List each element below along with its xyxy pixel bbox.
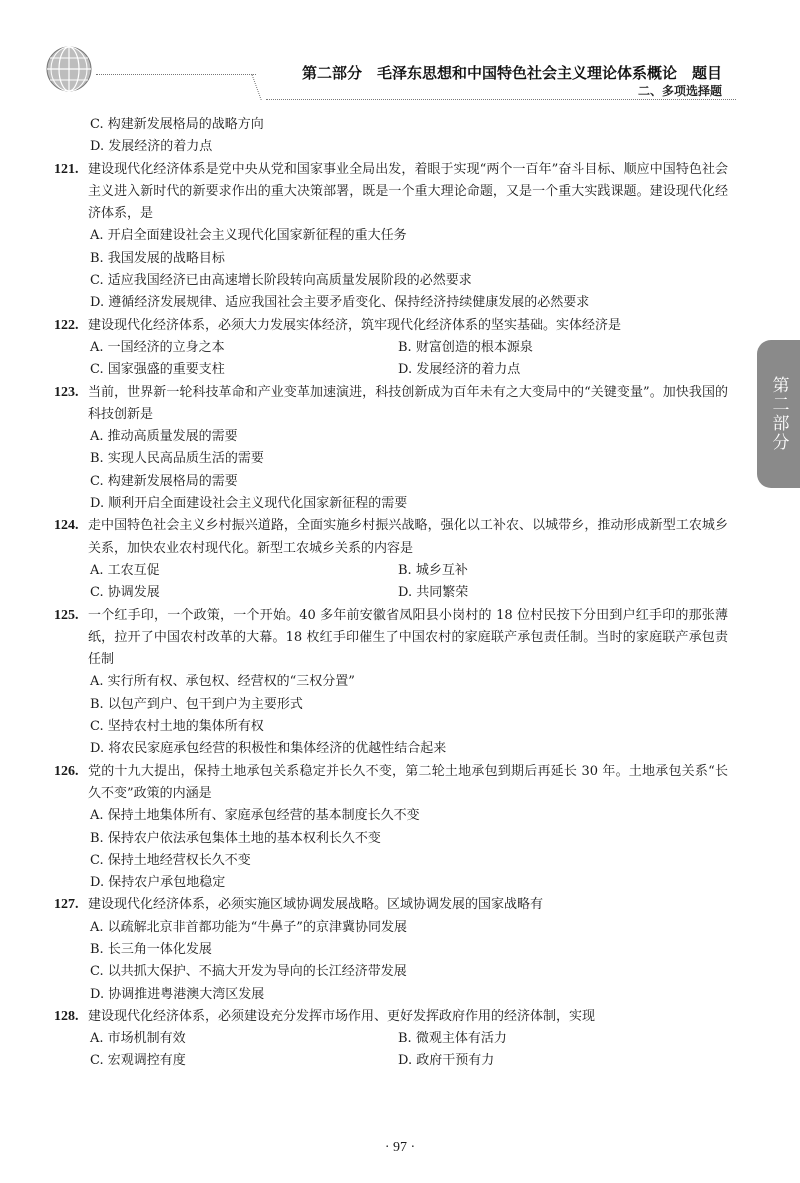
option: A. 市场机制有效 [90,1031,186,1047]
question-list [54,114,728,1073]
option: D. 发展经济的着力点 [398,362,521,378]
question-number: 126. [54,763,79,779]
option: A. 推动高质量发展的需要 [90,429,238,445]
option: C. 宏观调控有度 [90,1053,186,1069]
question-stem: 建设现代化经济体系是党中央从党和国家事业全局出发，着眼于实现“两个一百年”奋斗目标、顺应中国特色社会主义进入新时代的新要求作出的重大决策部署，既是一个重大理论命题，又是一个重大实践课题。建设现代化经济体系，是 [88,161,728,222]
page-number: · 97 · [384,1140,416,1155]
option: B. 以包产到户、包干到户为主要形式 [90,696,303,712]
question-stem: 当前，世界新一轮科技革命和产业变革加速演进，科技创新成为百年未有之大变局中的“关键变量”。加快我国的科技创新是 [88,384,728,422]
question-127 [54,894,728,1005]
option: D. 共同繁荣 [398,585,469,601]
question-stem: 建设现代化经济体系，必须建设充分发挥市场作用、更好发挥政府作用的经济体制，实现 [88,1008,596,1024]
header-divider [266,99,736,100]
option: D. 政府干预有力 [398,1053,495,1069]
option: B. 保持农户依法承包集体土地的基本权利长久不变 [90,830,381,846]
option: C. 坚持农村土地的集体所有权 [90,719,264,735]
carry-over-options [88,114,728,159]
option: A. 开启全面建设社会主义现代化国家新征程的重大任务 [90,228,407,244]
question-stem: 一个红手印，一个政策，一个开始。40 多年前安徽省凤阳县小岗村的 18 位村民按下分田到户红手印的那张薄纸，拉开了中国农村改革的大幕。18 枚红手印催生了中国农村的家庭联产承包责任制。当时的家庭联产承包责任制 [88,607,728,668]
option: B. 城乡互补 [398,562,468,578]
question-stem: 建设现代化经济体系，必须实施区域协调发展战略。区域协调发展的国家战略有 [88,897,544,913]
option: A. 一国经济的立身之本 [90,339,225,355]
question-number: 122. [54,317,79,333]
header-divider [251,74,262,100]
question-stem: 建设现代化经济体系，必须大力发展实体经济，筑牢现代化经济体系的坚实基础。实体经济是 [88,317,622,333]
question-number: 127. [54,897,79,913]
question-number: 123. [54,384,79,400]
option: A. 以疏解北京非首都功能为“牛鼻子”的京津冀协同发展 [90,919,407,935]
question-number: 128. [54,1008,79,1024]
question-number: 125. [54,607,79,623]
option: D. 保持农户承包地稳定 [90,875,226,891]
question-number: 124. [54,518,79,534]
question-122 [54,315,728,382]
question-121 [54,159,728,315]
option: D. 发展经济的着力点 [90,139,213,155]
running-title: 第二部分 毛泽东思想和中国特色社会主义理论体系概论 题目 [301,64,722,82]
option: B. 财富创造的根本源泉 [398,339,533,355]
question-126 [54,761,728,895]
option: C. 构建新发展格局的需要 [90,473,238,489]
question-number: 121. [54,161,79,177]
option: B. 实现人民高品质生活的需要 [90,451,264,467]
option: C. 构建新发展格局的战略方向 [90,117,264,132]
question-stem: 党的十九大提出，保持土地承包关系稳定并长久不变，第二轮土地承包到期后再延长 30 年。土地承包关系“长久不变”政策的内涵是 [88,763,728,801]
option: C. 保持土地经营权长久不变 [90,852,251,868]
section-subtitle: 二、多项选择题 [637,84,722,98]
option: D. 协调推进粤港澳大湾区发展 [90,986,265,1002]
question-125 [54,605,728,761]
page-header [0,0,800,110]
option: D. 将农民家庭承包经营的积极性和集体经济的优越性结合起来 [90,741,447,757]
option: C. 以共抓大保护、不搞大开发为导向的长江经济带发展 [90,964,407,980]
option: B. 我国发展的战略目标 [90,250,225,266]
option: A. 保持土地集体所有、家庭承包经营的基本制度长久不变 [90,808,420,824]
option: A. 工农互促 [90,562,160,578]
option: A. 实行所有权、承包权、经营权的“三权分置” [90,674,355,690]
header-divider [96,74,256,75]
question-stem: 走中国特色社会主义乡村振兴道路，全面实施乡村振兴战略，强化以工补农、以城带乡，推动形成新型工农城乡关系，加快农业农村现代化。新型工农城乡关系的内容是 [88,518,728,556]
option: D. 顺利开启全面建设社会主义现代化国家新征程的需要 [90,496,408,512]
option: B. 微观主体有活力 [398,1031,507,1047]
question-128 [54,1006,728,1073]
option: C. 协调发展 [90,585,160,601]
question-124 [54,515,728,604]
globe-logo-icon [44,44,94,94]
option: B. 长三角一体化发展 [90,941,212,957]
part-side-tab: 第二部分 [757,340,800,488]
question-123 [54,382,728,516]
option: C. 适应我国经济已由高速增长阶段转向高质量发展阶段的必然要求 [90,273,472,289]
option: C. 国家强盛的重要支柱 [90,362,225,378]
option: D. 遵循经济发展规律、适应我国社会主要矛盾变化、保持经济持续健康发展的必然要求 [90,295,590,311]
